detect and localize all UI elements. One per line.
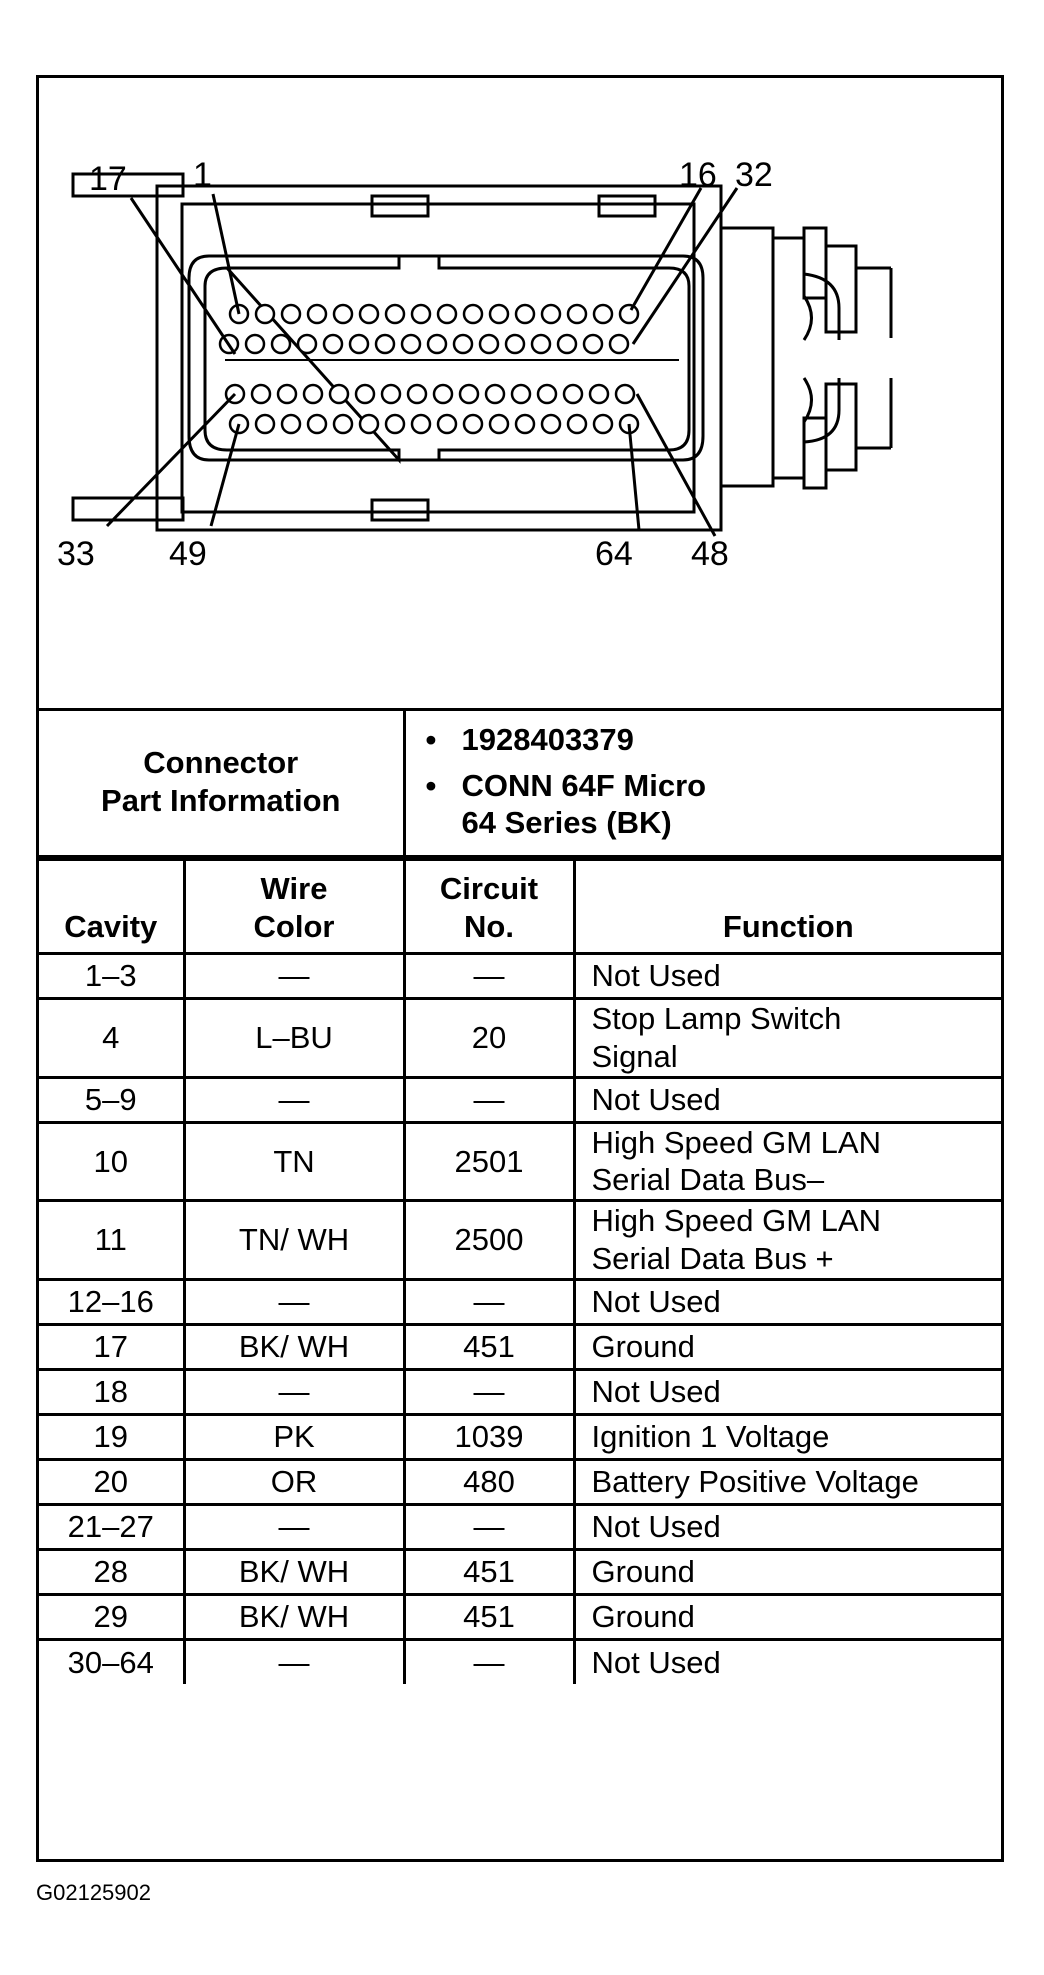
- table-row: [39, 999, 1001, 1078]
- pin-cavity: [376, 335, 394, 353]
- pin-cavity: [568, 305, 586, 323]
- table-row: [39, 1324, 1001, 1369]
- cavity-cell: 19: [39, 1414, 184, 1459]
- pin-cavity: [386, 415, 404, 433]
- pinout-header-row: [39, 860, 1001, 954]
- pin-cavity: [360, 305, 378, 323]
- cavity-cell: 20: [39, 1459, 184, 1504]
- circuit-cell: —: [404, 1279, 574, 1324]
- cavity-cell: 17: [39, 1324, 184, 1369]
- cavity-cell: 1–3: [39, 954, 184, 999]
- circuit-cell: 20: [404, 999, 574, 1078]
- part-info-values: [404, 708, 1001, 857]
- part-number: • 1928403379: [425, 721, 634, 757]
- cavity-cell: 29: [39, 1594, 184, 1639]
- pin-cavity: [568, 415, 586, 433]
- circuit-cell: —: [404, 954, 574, 999]
- circuit-cell: —: [404, 1369, 574, 1414]
- part-info-label-line2: Part Information: [101, 782, 341, 818]
- table-row: [39, 1077, 1001, 1122]
- pin-cavity: [594, 415, 612, 433]
- header-circuit-no: Circuit No.: [404, 860, 574, 954]
- wire-color-cell: —: [184, 1639, 404, 1684]
- pin-cavity: [334, 415, 352, 433]
- table-row: [39, 1201, 1001, 1280]
- wire-color-cell: TN: [184, 1122, 404, 1201]
- pin-cavity: [616, 385, 634, 403]
- wire-color-cell: BK/ WH: [184, 1594, 404, 1639]
- wire-color-cell: —: [184, 1369, 404, 1414]
- circuit-cell: 2500: [404, 1201, 574, 1280]
- table-row: [39, 1549, 1001, 1594]
- pin-cavity: [516, 305, 534, 323]
- wire-color-cell: —: [184, 1279, 404, 1324]
- connector-diagram: [39, 78, 1001, 711]
- wire-color-cell: —: [184, 1077, 404, 1122]
- cavity-cell: 5–9: [39, 1077, 184, 1122]
- function-cell: Not Used: [574, 954, 1001, 999]
- table-row: [39, 1459, 1001, 1504]
- cavity-cell: 18: [39, 1369, 184, 1414]
- pin-callout-48: 48: [691, 535, 729, 573]
- wire-color-cell: —: [184, 1504, 404, 1549]
- pin-cavity: [516, 415, 534, 433]
- table-row: [39, 954, 1001, 999]
- pin-cavity: [506, 335, 524, 353]
- table-row: [39, 1414, 1001, 1459]
- pin-cavity: [454, 335, 472, 353]
- figure-code: G02125902: [36, 1880, 151, 1905]
- connector-description: • CONN 64F Micro: [425, 767, 707, 803]
- pin-cavity: [480, 335, 498, 353]
- function-cell: Not Used: [574, 1369, 1001, 1414]
- pin-cavity: [324, 335, 342, 353]
- pin-cavity: [360, 415, 378, 433]
- pin-cavity: [512, 385, 530, 403]
- cavity-cell: 21–27: [39, 1504, 184, 1549]
- pin-grid: [220, 305, 638, 433]
- pin-cavity: [490, 415, 508, 433]
- pin-callout-1: 1: [193, 156, 212, 194]
- pin-cavity: [402, 335, 420, 353]
- circuit-cell: 480: [404, 1459, 574, 1504]
- pin-cavity: [252, 385, 270, 403]
- pin-cavity: [542, 305, 560, 323]
- function-cell: Ground: [574, 1549, 1001, 1594]
- pin-cavity: [350, 335, 368, 353]
- pin-cavity: [304, 385, 322, 403]
- pin-cavity: [460, 385, 478, 403]
- connector-figure: [36, 75, 1004, 1862]
- pin-cavity: [464, 415, 482, 433]
- table-row: [39, 1122, 1001, 1201]
- pin-cavity: [532, 335, 550, 353]
- wire-color-cell: L–BU: [184, 999, 404, 1078]
- function-cell: High Speed GM LAN Serial Data Bus–: [574, 1122, 1001, 1201]
- function-cell: Not Used: [574, 1077, 1001, 1122]
- wire-color-cell: BK/ WH: [184, 1549, 404, 1594]
- table-row: [39, 1369, 1001, 1414]
- wire-color-cell: OR: [184, 1459, 404, 1504]
- connector-series: 64 Series (BK): [461, 805, 672, 841]
- connector-drawing: [39, 78, 1001, 708]
- pin-cavity: [356, 385, 374, 403]
- header-function: Function: [574, 860, 1001, 954]
- pin-cavity: [558, 335, 576, 353]
- pin-cavity: [564, 385, 582, 403]
- connector-housing: [73, 174, 891, 530]
- function-cell: Stop Lamp Switch Signal: [574, 999, 1001, 1078]
- function-cell: Ground: [574, 1324, 1001, 1369]
- pin-cavity: [334, 305, 352, 323]
- header-wire-color: Wire Color: [184, 860, 404, 954]
- pin-cavity: [282, 305, 300, 323]
- circuit-cell: —: [404, 1639, 574, 1684]
- circuit-cell: 451: [404, 1594, 574, 1639]
- pin-cavity: [486, 385, 504, 403]
- pin-callout-17: 17: [89, 160, 127, 198]
- cavity-cell: 10: [39, 1122, 184, 1201]
- cavity-cell: 30–64: [39, 1639, 184, 1684]
- pin-cavity: [408, 385, 426, 403]
- function-cell: Ground: [574, 1594, 1001, 1639]
- pin-cavity: [590, 385, 608, 403]
- pin-callout-16: 16: [679, 156, 717, 194]
- function-cell: Not Used: [574, 1639, 1001, 1684]
- pin-cavity: [246, 335, 264, 353]
- function-cell: High Speed GM LAN Serial Data Bus +: [574, 1201, 1001, 1280]
- pin-cavity: [298, 335, 316, 353]
- cavity-cell: 11: [39, 1201, 184, 1280]
- wire-color-cell: —: [184, 954, 404, 999]
- pin-cavity: [584, 335, 602, 353]
- pin-cavity: [428, 335, 446, 353]
- cavity-cell: 28: [39, 1549, 184, 1594]
- pin-cavity: [464, 305, 482, 323]
- pin-callout-32: 32: [735, 156, 773, 194]
- table-row: [39, 1279, 1001, 1324]
- part-info-label: [39, 708, 404, 857]
- pin-cavity: [620, 305, 638, 323]
- pin-cavity: [278, 385, 296, 403]
- pin-cavity: [438, 415, 456, 433]
- table-row: [39, 1504, 1001, 1549]
- pin-cavity: [382, 385, 400, 403]
- function-cell: Ignition 1 Voltage: [574, 1414, 1001, 1459]
- circuit-cell: 2501: [404, 1122, 574, 1201]
- pin-cavity: [490, 305, 508, 323]
- pin-cavity: [594, 305, 612, 323]
- connector-part-information: [39, 708, 1001, 858]
- circuit-cell: 1039: [404, 1414, 574, 1459]
- pin-cavity: [308, 415, 326, 433]
- pinout-table: [39, 858, 1001, 1684]
- pin-cavity: [542, 415, 560, 433]
- circuit-cell: —: [404, 1504, 574, 1549]
- pin-cavity: [438, 305, 456, 323]
- callout-leaders: [107, 188, 737, 536]
- pin-cavity: [538, 385, 556, 403]
- cavity-cell: 12–16: [39, 1279, 184, 1324]
- pin-cavity: [330, 385, 348, 403]
- cavity-cell: 4: [39, 999, 184, 1078]
- table-row: [39, 1594, 1001, 1639]
- pin-cavity: [434, 385, 452, 403]
- pin-callout-49: 49: [169, 535, 207, 573]
- wire-color-cell: PK: [184, 1414, 404, 1459]
- pin-cavity: [282, 415, 300, 433]
- function-cell: Battery Positive Voltage: [574, 1459, 1001, 1504]
- function-cell: Not Used: [574, 1279, 1001, 1324]
- pin-cavity: [308, 305, 326, 323]
- function-cell: Not Used: [574, 1504, 1001, 1549]
- wire-color-cell: TN/ WH: [184, 1201, 404, 1280]
- table-row: [39, 1639, 1001, 1684]
- pin-cavity: [610, 335, 628, 353]
- header-cavity: Cavity: [39, 860, 184, 954]
- pin-cavity: [256, 415, 274, 433]
- circuit-cell: 451: [404, 1549, 574, 1594]
- pin-cavity: [272, 335, 290, 353]
- circuit-cell: —: [404, 1077, 574, 1122]
- pin-callout-33: 33: [57, 535, 95, 573]
- part-info-label-line1: Connector: [143, 744, 299, 780]
- wire-color-cell: BK/ WH: [184, 1324, 404, 1369]
- pin-cavity: [412, 305, 430, 323]
- pin-cavity: [412, 415, 430, 433]
- circuit-cell: 451: [404, 1324, 574, 1369]
- pin-cavity: [386, 305, 404, 323]
- pin-cavity: [256, 305, 274, 323]
- pin-callout-64: 64: [595, 535, 633, 573]
